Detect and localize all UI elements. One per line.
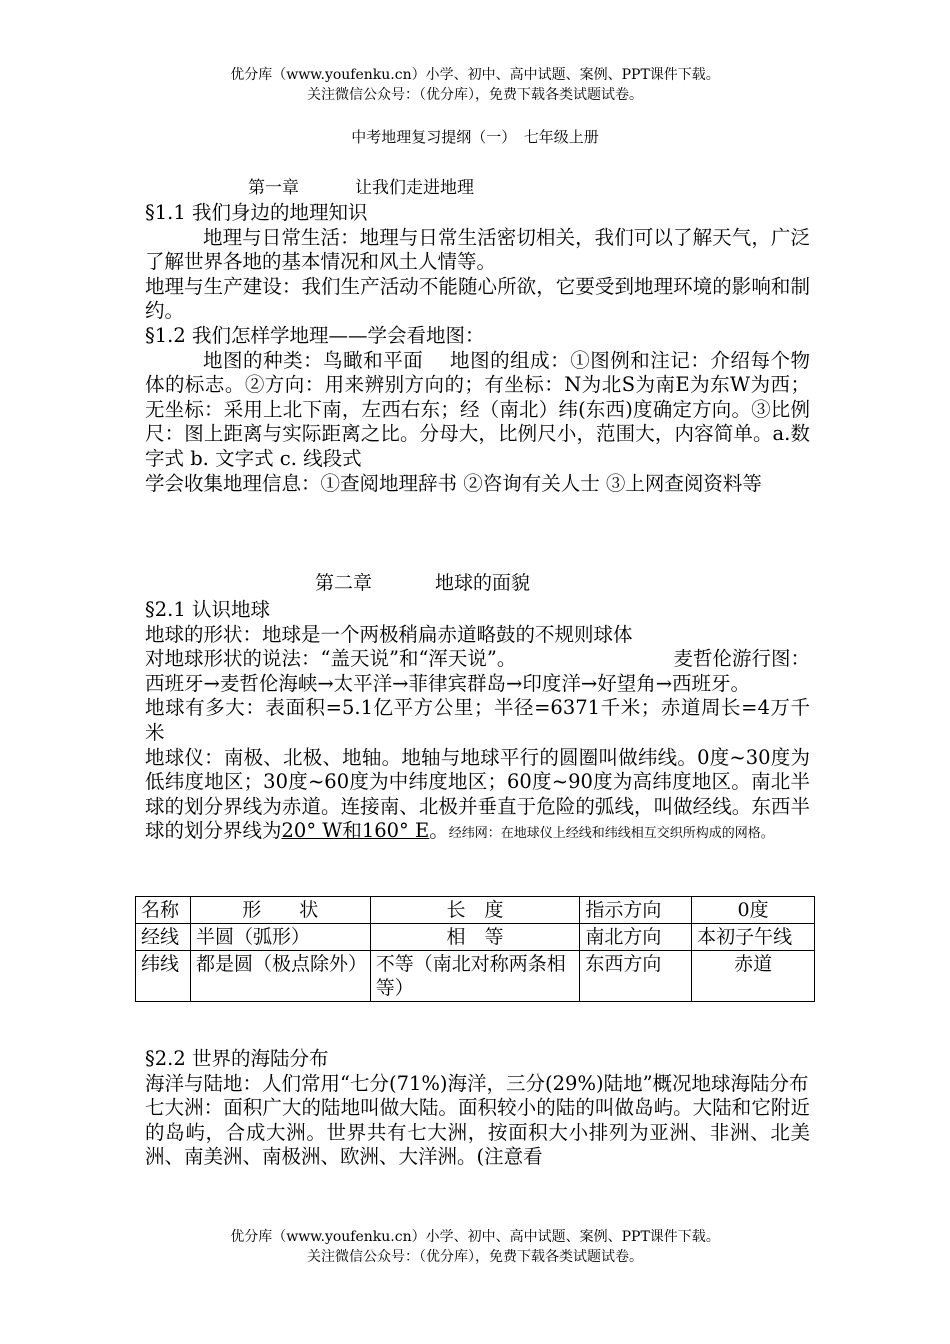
table-header: 长 度 — [370, 897, 580, 924]
chapter-1-title: 让我们走进地理 — [355, 178, 474, 198]
section-2-2-heading: §2.2 世界的海陆分布 — [145, 1047, 329, 1070]
paragraph: 地理与生产建设：我们生产活动不能随心所欲，它要受到地理环境的影响和制约。 — [145, 274, 810, 323]
shape-theories: 对地球形状的说法：“盖天说”和“浑天说”。 — [145, 647, 517, 671]
table-cell: 不等（南北对称两条相等） — [370, 951, 580, 1002]
table-row — [136, 924, 815, 951]
paragraph: 地球有多大：表面积=5.1亿平方公里；半径=6371千米；赤道周长=4万千米 — [145, 696, 810, 744]
chapter-2-body — [145, 598, 810, 847]
paragraph: 海洋与陆地：人们常用“七分(71%)海洋，三分(29%)陆地”概况地球海陆分布 — [145, 1071, 809, 1095]
table-row — [136, 951, 815, 1002]
hemisphere-boundary: 20° W和160° E — [281, 819, 430, 843]
table-header: 形 状 — [190, 897, 370, 924]
paragraph: 地理与日常生活：地理与日常生活密切相关，我们可以了解天气，广泛了解世界各地的基本情况和风土人情等。 — [145, 225, 810, 274]
paragraph: 地球的形状：地球是一个两极稍扁赤道略鼓的不规则球体 — [145, 622, 633, 646]
table-cell: 纬线 — [136, 951, 191, 1002]
table-cell: 本初子午线 — [692, 924, 815, 951]
header-line-1: 优分库（www.youfenku.cn）小学、初中、高中试题、案例、PPT课件下载。 — [230, 67, 720, 83]
meridian-parallel-table — [135, 896, 815, 1002]
footer-line-1: 优分库（www.youfenku.cn）小学、初中、高中试题、案例、PPT课件下载。 — [230, 1229, 720, 1245]
graticule-definition: 经纬网：在地球仪上经线和纬线相互交织所构成的网格。 — [448, 826, 774, 842]
table-cell: 经线 — [136, 924, 191, 951]
header-line-2: 关注微信公众号：（优分库），免费下载各类试题试卷。 — [307, 87, 643, 103]
chapter-1-body — [145, 201, 810, 496]
table-cell: 相 等 — [370, 924, 580, 951]
chapter-1-number: 第一章 — [248, 178, 299, 198]
table-cell: 东西方向 — [580, 951, 692, 1002]
paragraph: 学会收集地理信息：①查阅地理辞书 ②咨询有关人士 ③上网查阅资料等 — [145, 471, 762, 495]
chapter-2-title: 地球的面貌 — [435, 572, 531, 594]
table-cell: 都是圆（极点除外） — [190, 951, 370, 1002]
magellan-route-label: 麦哲伦游行图： — [673, 647, 810, 671]
section-2-2-body — [145, 1047, 810, 1170]
paragraph — [145, 746, 810, 847]
globe-text: 地球仪：南极、北极、地轴。地轴与地球平行的圆圈叫做纬线。0度~30度为低纬度地区；30度~60度为中纬度地区；60度~90度为高纬度地区。南北半球的划分界线为赤道。连接南、北极并垂直于危险的弧线，叫做经线。东西半球的划分界线为 — [145, 745, 810, 843]
section-1-2-heading: §1.2 我们怎样学地理——学会看地图： — [145, 323, 485, 347]
paragraph — [145, 647, 810, 672]
punct: 。 — [429, 819, 449, 843]
table-cell: 赤道 — [692, 951, 815, 1002]
paragraph: 西班牙→麦哲伦海峡→太平洋→菲律宾群岛→印度洋→好望角→西班牙。 — [145, 671, 751, 695]
footer-line-2: 关注微信公众号：（优分库），免费下载各类试题试卷。 — [307, 1249, 643, 1265]
paragraph: 地图的种类：鸟瞰和平面 地图的组成：①图例和注记：介绍每个物体的标志。②方向：用来辨别方向的；有坐标：N为北S为南E为东W为西；无坐标：采用上北下南，左西右东；经（南北）纬(东西)度确定方向。③比例尺：图上距离与实际距离之比。分母大，比例尺小，范围大，内容简单。a.数字式 b. 文字式 c. 线段式 — [145, 348, 810, 470]
table-header: 0度 — [692, 897, 815, 924]
chapter-2-number: 第二章 — [315, 572, 373, 594]
table-header: 指示方向 — [580, 897, 692, 924]
table-header: 名称 — [136, 897, 191, 924]
section-1-1-heading: §1.1 我们身边的地理知识 — [145, 201, 368, 224]
table-cell: 南北方向 — [580, 924, 692, 951]
table-header-row — [136, 897, 815, 924]
paragraph: 七大洲：面积广大的陆地叫做大陆。面积较小的陆的叫做岛屿。大陆和它附近的岛屿，合成大洲。世界共有七大洲，按面积大小排列为亚洲、非洲、北美洲、南美洲、南极洲、欧洲、大洋洲。(注意看 — [145, 1096, 810, 1169]
doc-title: 中考地理复习提纲（一） 七年级上册 — [351, 128, 599, 146]
section-2-1-heading: §2.1 认识地球 — [145, 598, 270, 621]
table-cell: 半圆（弧形） — [190, 924, 370, 951]
